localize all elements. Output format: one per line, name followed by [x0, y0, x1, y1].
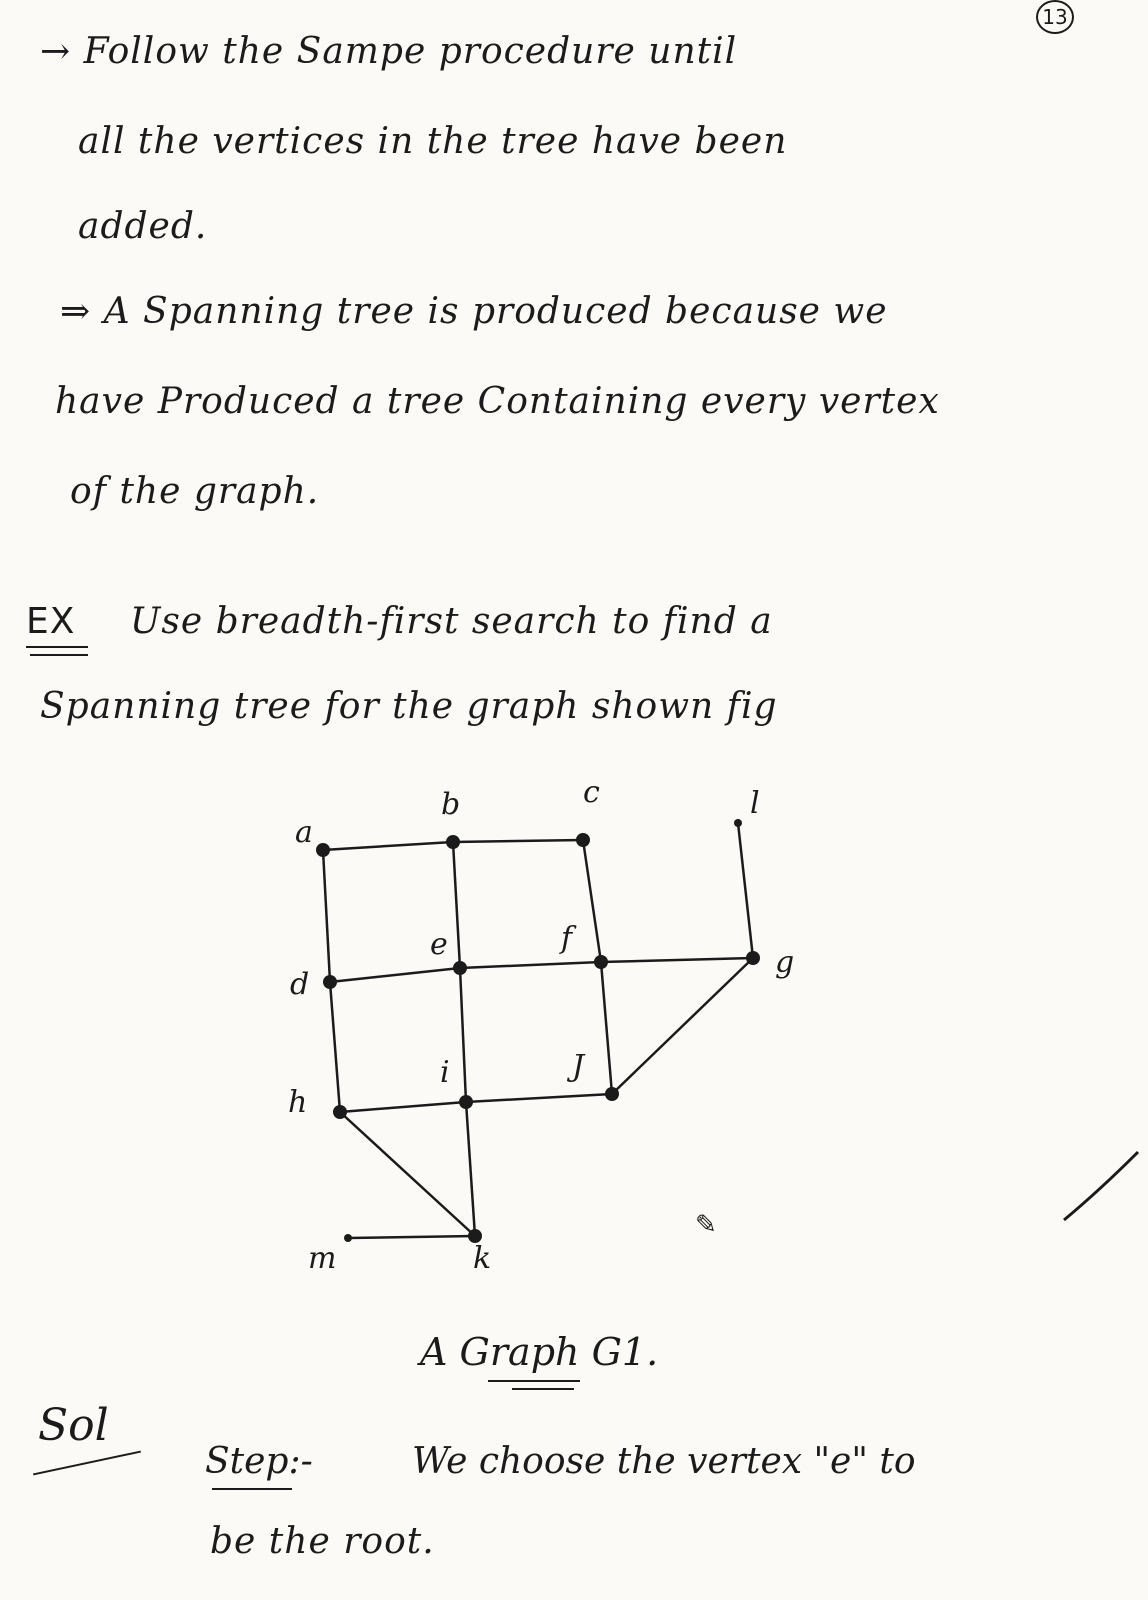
graph-vertex-c [576, 833, 590, 847]
graph-vertex-e [453, 961, 467, 975]
paragraph2-line2: have Produced a tree Containing every vertex [55, 381, 940, 422]
example-underline-1 [26, 646, 88, 648]
solution-line1: We choose the vertex "e" to [412, 1441, 916, 1482]
graph-vertex-label-g: g [775, 945, 795, 980]
graph-vertex-j [605, 1087, 619, 1101]
graph-edge-a-b [323, 842, 453, 850]
graph-vertex-label-d: d [290, 967, 310, 1002]
graph-figure [270, 770, 850, 1290]
graph-edge-e-i [460, 968, 466, 1102]
graph-edge-g-j [612, 958, 753, 1094]
graph-edge-f-j [601, 962, 612, 1094]
graph-vertex-label-l: l [750, 786, 760, 821]
graph-edge-b-e [453, 842, 460, 968]
example-line1: Use breadth-first search to find a [130, 601, 773, 642]
step-underline [212, 1488, 292, 1490]
example-line2: Spanning tree for the graph shown fig [40, 686, 778, 727]
graph-vertex-i [459, 1095, 473, 1109]
graph-edge-h-k [340, 1112, 475, 1236]
graph-vertex-label-j: J [572, 1049, 585, 1084]
graph-edge-c-f [583, 840, 601, 962]
graph-edge-m-k [348, 1236, 475, 1238]
graph-vertex-label-k: k [473, 1241, 492, 1276]
graph-edge-i-j [466, 1094, 612, 1102]
graph-vertex-label-e: e [430, 927, 448, 962]
caption-underline-1 [488, 1380, 580, 1382]
example-label: EX [26, 601, 76, 642]
step-label: Step:- [205, 1441, 313, 1482]
graph-edge-l-g [738, 823, 753, 958]
graph-vertex-label-b: b [441, 787, 461, 822]
paragraph2-line3: of the graph. [70, 471, 320, 512]
example-underline-2 [30, 654, 88, 656]
graph-edge-d-e [330, 968, 460, 982]
graph-vertex-label-h: h [288, 1085, 308, 1120]
stray-pen-stroke [1060, 1150, 1140, 1240]
caption-underline-2 [512, 1388, 574, 1390]
graph-edge-f-g [601, 958, 753, 962]
graph-edge-a-d [323, 850, 330, 982]
graph-vertex-m [344, 1234, 352, 1242]
graph-vertex-label-c: c [583, 775, 600, 810]
graph-vertex-label-m: m [308, 1241, 337, 1276]
graph-edge-h-i [340, 1102, 466, 1112]
graph-edge-b-c [453, 840, 583, 842]
page-number: 13 [1036, 0, 1074, 34]
paragraph1-line1: → Follow the Sampe procedure until [40, 31, 738, 72]
graph-vertex-label-i: i [440, 1055, 450, 1090]
paragraph1-line2: all the vertices in the tree have been [78, 121, 788, 162]
graph-edge-d-h [330, 982, 340, 1112]
graph-vertex-d [323, 975, 337, 989]
graph-vertex-label-f: f [561, 921, 573, 956]
graph-vertex-a [316, 843, 330, 857]
graph-vertex-g [746, 951, 760, 965]
graph-caption: A Graph G1. [420, 1330, 659, 1374]
solution-label: Sol [38, 1400, 109, 1451]
ink-smudge: ✎ [695, 1210, 717, 1240]
paragraph2-line1: ⇒ A Spanning tree is produced because we [60, 291, 888, 332]
graph-edge-i-k [466, 1102, 475, 1236]
solution-underline [33, 1451, 141, 1476]
graph-vertex-l [734, 819, 742, 827]
graph-edge-e-f [460, 962, 601, 968]
paragraph1-line3: added. [78, 206, 208, 247]
solution-line2: be the root. [210, 1521, 435, 1562]
graph-vertex-label-a: a [295, 815, 313, 850]
graph-vertex-b [446, 835, 460, 849]
graph-vertex-f [594, 955, 608, 969]
graph-vertex-h [333, 1105, 347, 1119]
